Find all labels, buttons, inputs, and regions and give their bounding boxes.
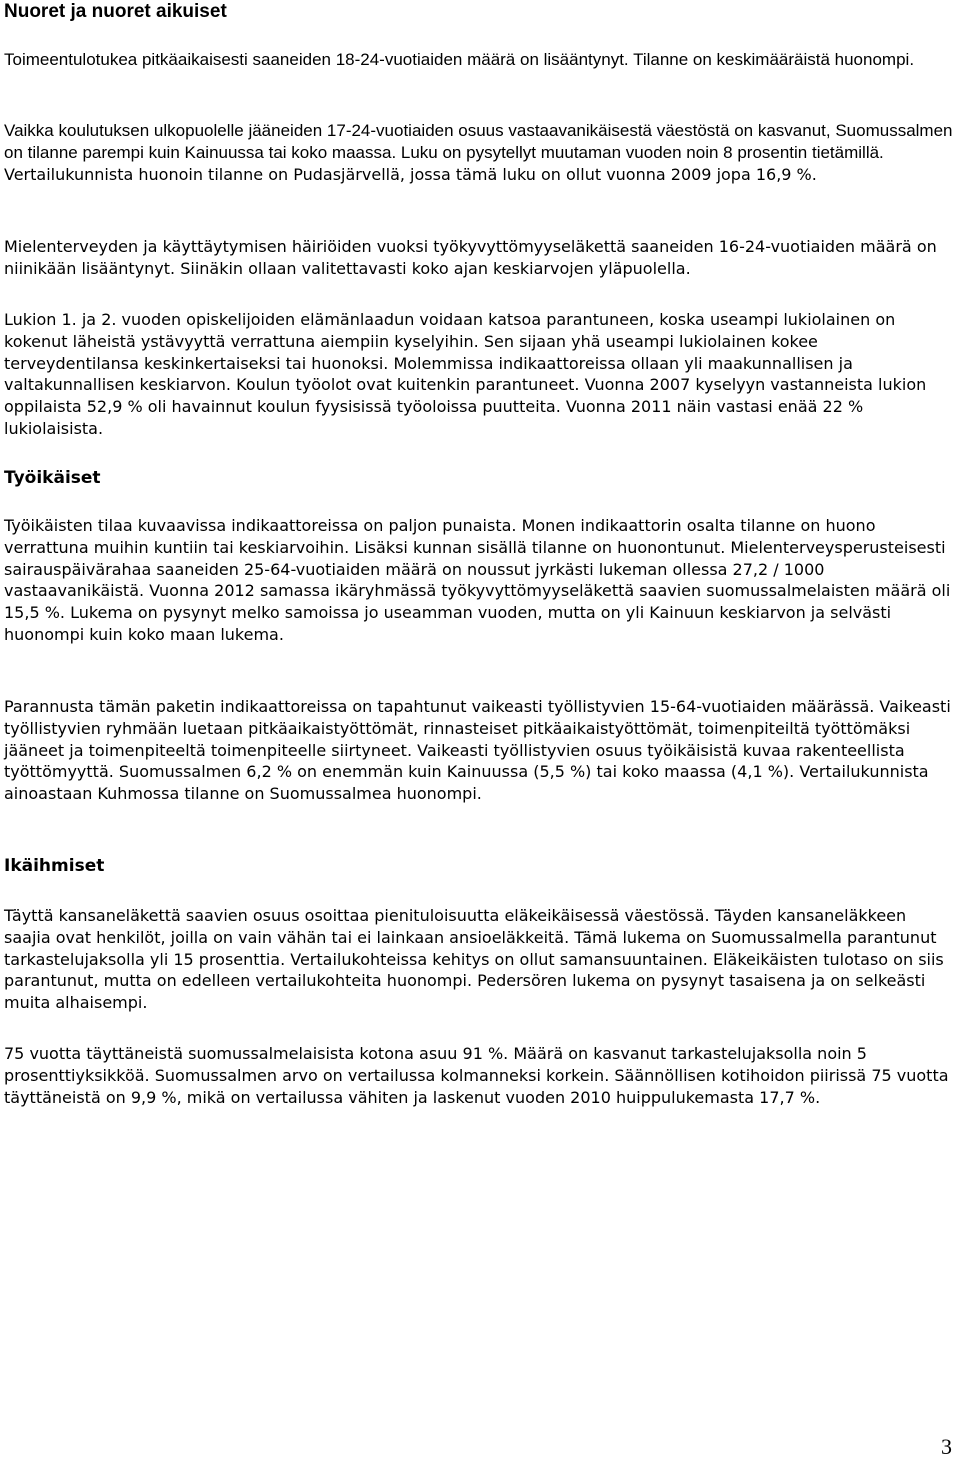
- paragraph-youth-education: [4, 120, 956, 185]
- paragraph-youth-education-part-a: Vaikka koulutuksen ulkopuolelle jääneiden 17-24-vuotiaiden osuus vastaavanikäisestä väestöstä on kasvanut, Suomussalmen on tilanne parempi kuin Kainuussa tai koko maassa. Luku on pysytellyt muutaman vuoden noin 8 prosentin tietämillä.: [4, 121, 953, 162]
- section-heading-working-age: Työikäiset: [4, 468, 101, 488]
- paragraph-youth-mental-health: Mielenterveyden ja käyttäytymisen häiriöiden vuoksi työkyvyttömyyseläkettä saaneiden 16-24-vuotiaiden määrä on niinikään lisääntynyt. Siinäkin ollaan valitettavasti koko ajan keskiarvojen yläpuolella.: [4, 237, 937, 278]
- paragraph-working-age-indicators: Työikäisten tilaa kuvaavissa indikaattoreissa on paljon punaista. Monen indikaattorin osalta tilanne on huono verrattuna muihin kuntiin tai keskiarvoihin. Lisäksi kunnan sisällä tilanne on huonontunut. Mielenterveysperusteisesti sairauspäivärahaa saaneiden 25-64-vuotiaiden määrä on noussut jyrkästi lukeman ollessa 27,2 / 1000 vastaavanikäistä. Vuonna 2012 samassa ikäryhmässä työkyvyttömyyseläkettä saavien suomussalmelaisten määrä oli 15,5 %. Lukema on pysynyt melko samoissa jo useamman vuoden, mutta on yli Kainuun keskiarvon ja selvästi huonompi kuin koko maan lukema.: [4, 516, 951, 644]
- section-heading-youth: Nuoret ja nuoret aikuiset: [4, 1, 227, 22]
- paragraph-youth-income-support: Toimeentulotukea pitkäaikaisesti saaneiden 18-24-vuotiaiden määrä on lisääntynyt. Tilanne on keskimääräistä huonompi.: [4, 50, 915, 69]
- page-number: 3: [941, 1434, 952, 1459]
- paragraph-working-age-employment: Parannusta tämän paketin indikaattoreissa on tapahtunut vaikeasti työllistyvien 15-64-vuotiaiden määrässä. Vaikeasti työllistyvien ryhmään luetaan pitkäaikaistyöttömät, rinnasteiset pitkäaikaistyöttömät, toimenpiteiltä työttömäksi jääneet ja toimenpiteeltä toimenpiteelle siirtyneet. Vaikeasti työllistyvien osuus työikäisistä kuvaa rakenteellista työttömyyttä. Suomussalmen 6,2 % on enemmän kuin Kainuussa (5,5 %) tai koko maassa (4,1 %). Vertailukunnista ainoastaan Kuhmossa tilanne on Suomussalmea huonompi.: [4, 697, 951, 804]
- section-heading-elderly: Ikäihmiset: [4, 856, 105, 876]
- paragraph-youth-education-part-b: Vertailukunnista huonoin tilanne on Pudasjärvellä, jossa tämä luku on ollut vuonna 2009 jopa 16,9 %.: [4, 164, 817, 184]
- paragraph-elderly-pension: Täyttä kansaneläkettä saavien osuus osoittaa pienituloisuutta eläkeikäisessä väestössä. Täyden kansaneläkkeen saajia ovat henkilöt, joilla on vain vähän tai ei lainkaan ansioeläkkeitä. Tämä lukema on Suomussalmella parantunut tarkastelujaksolla yli 15 prosenttia. Vertailukohteissa kehitys on ollut samansuuntainen. Eläkeikäisten tulotaso on siis parantunut, mutta on edelleen vertailukohteita huonompi. Pedersören lukema on pysynyt tasaisena ja on selkeästi muita alhaisempi.: [4, 906, 944, 1013]
- paragraph-youth-upper-secondary: Lukion 1. ja 2. vuoden opiskelijoiden elämänlaadun voidaan katsoa parantuneen, koska useampi lukiolainen on kokenut läheistä ystävyyttä verrattuna aiempiin kyselyihin. Sen sijaan yhä useampi lukiolainen kokee terveydentilansa keskinkertaiseksi tai huonoksi. Molemmissa indikaattoreissa ollaan yli maakunnallisen ja valtakunnallisen keskiarvon. Koulun työolot ovat kuitenkin parantuneet. Vuonna 2007 kyselyyn vastanneista lukion oppilaista 52,9 % oli havainnut koulun fyysisissä työoloissa puutteita. Vuonna 2011 näin vastasi enää 22 % lukiolaisista.: [4, 310, 927, 438]
- paragraph-elderly-home-care: 75 vuotta täyttäneistä suomussalmelaisista kotona asuu 91 %. Määrä on kasvanut tarkastelujaksolla noin 5 prosenttiyksikköä. Suomussalmen arvo on vertailussa kolmanneksi korkein. Säännöllisen kotihoidon piirissä 75 vuotta täyttäneistä on 9,9 %, mikä on vertailussa vähiten ja laskenut vuoden 2010 huippulukemasta 17,7 %.: [4, 1044, 949, 1107]
